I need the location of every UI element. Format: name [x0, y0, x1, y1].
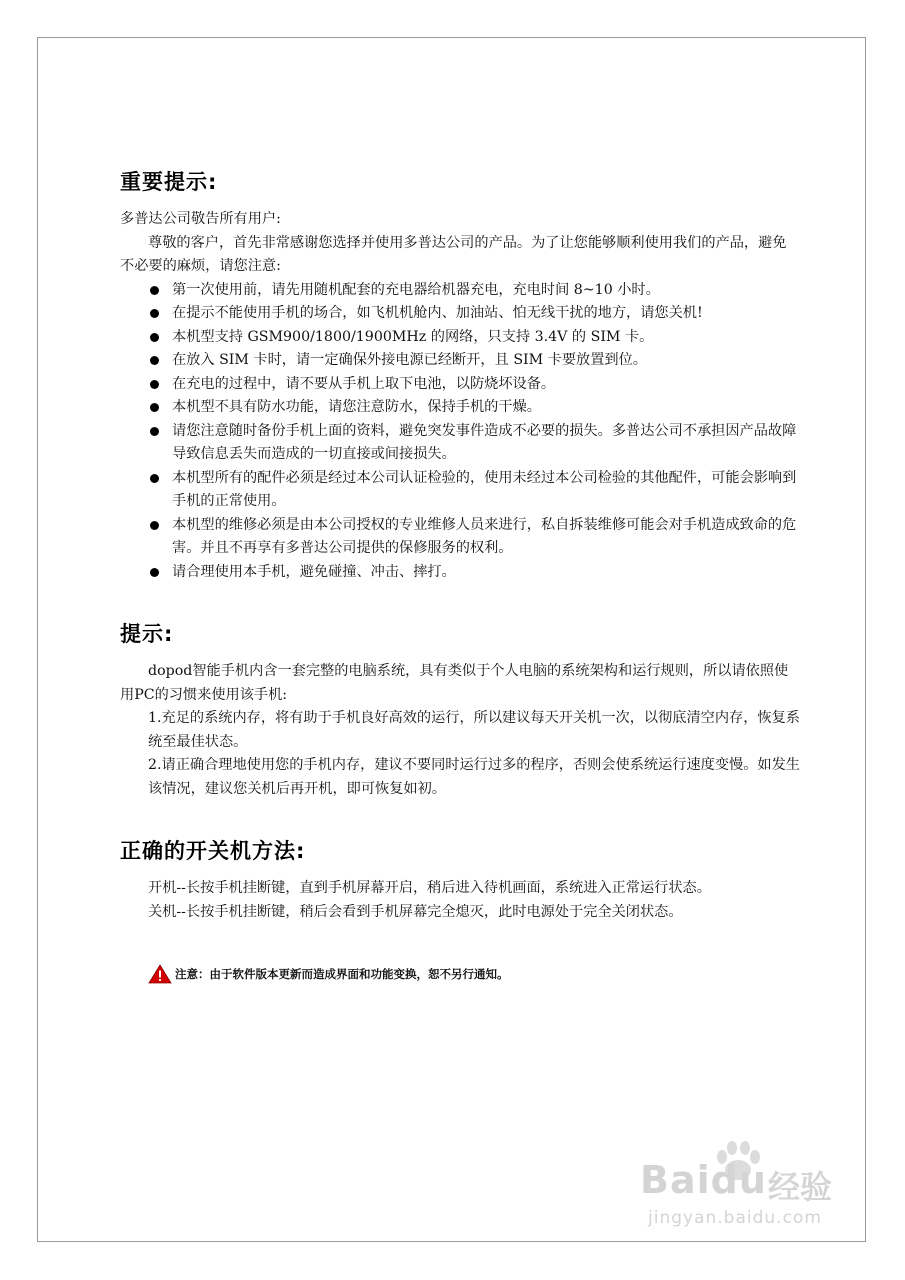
- power-on-instruction: 开机--长按手机挂断键，直到手机屏幕开启，稍后进入待机画面，系统进入正常运行状态。: [148, 880, 711, 896]
- bullet-icon: [150, 309, 159, 318]
- warning-triangle-icon: [148, 964, 172, 984]
- bullet-icon: [150, 333, 159, 342]
- bullet-icon: [150, 568, 159, 577]
- bullet-icon: [150, 521, 159, 530]
- tips-intro: dopod智能手机内含一套完整的电脑系统，具有类似于个人电脑的系统架构和运行规则，所以请依照使用PC的习惯来使用该手机:: [120, 663, 789, 703]
- section-power-title: 正确的开关机方法:: [120, 839, 306, 863]
- list-item: 请合理使用本手机，避免碰撞、冲击、摔打。: [120, 561, 800, 585]
- power-off-instruction: 关机--长按手机挂断键，稍后会看到手机屏幕完全熄灭，此时电源处于完全关闭状态。: [148, 903, 683, 920]
- list-item: 在充电的过程中，请不要从手机上取下电池，以防烧坏设备。: [120, 373, 800, 397]
- tips-numbered-list: [120, 707, 800, 801]
- important-bullet-list: [120, 279, 800, 585]
- list-item: 本机型支持 GSM900/1800/1900MHz 的网络，只支持 3.4V 的 SIM 卡。: [120, 326, 800, 350]
- list-item: 本机型的维修必须是由本公司授权的专业维修人员来进行，私自拆装维修可能会对手机造成致命的危害。并且不再享有多普达公司提供的保修服务的权利。: [120, 514, 800, 561]
- intro-paragraph: 尊敬的客户，首先非常感谢您选择并使用多普达公司的产品。为了让您能够顺利使用我们的产品，避免不必要的麻烦，请您注意:: [120, 234, 787, 274]
- power-instructions: [120, 877, 800, 924]
- list-item: 在提示不能使用手机的场合，如飞机机舱内、加油站、怕无线干扰的地方，请您关机!: [120, 302, 800, 326]
- bullet-icon: [150, 474, 159, 483]
- list-item: 1.充足的系统内存，将有助于手机良好高效的运行，所以建议每天开关机一次，以彻底清空内存，恢复系统至最佳状态。: [148, 710, 800, 750]
- salutation: 多普达公司敬告所有用户:: [120, 211, 281, 227]
- list-item: 请您注意随时备份手机上面的资料，避免突发事件造成不必要的损失。多普达公司不承担因产品故障导致信息丢失而造成的一切直接或间接损失。: [120, 420, 800, 467]
- bullet-icon: [150, 427, 159, 436]
- baidu-watermark: [640, 1140, 870, 1230]
- notice-text: 注意：由于软件版本更新而造成界面和功能变换，恕不另行通知。: [175, 967, 509, 981]
- bullet-icon: [150, 286, 159, 295]
- section-important-title: 重要提示:: [120, 170, 218, 194]
- document-body: [120, 166, 800, 924]
- notice-line: [148, 964, 509, 984]
- list-item: 在放入 SIM 卡时，请一定确保外接电源已经断开，且 SIM 卡要放置到位。: [120, 349, 800, 373]
- list-item: 第一次使用前，请先用随机配套的充电器给机器充电，充电时间 8~10 小时。: [120, 279, 800, 303]
- list-item: 2.请正确合理地使用您的手机内存，建议不要同时运行过多的程序，否则会使系统运行速度变慢。如发生该情况，建议您关机后再开机，即可恢复如初。: [148, 757, 800, 797]
- bullet-icon: [150, 356, 159, 365]
- list-item: 本机型不具有防水功能，请您注意防水，保持手机的干燥。: [120, 396, 800, 420]
- watermark-url: jingyan.baidu.com: [648, 1208, 822, 1228]
- section-tips-title: 提示:: [120, 622, 174, 646]
- bullet-icon: [150, 403, 159, 412]
- watermark-brand-sub: 经验: [768, 1168, 833, 1206]
- bullet-icon: [150, 380, 159, 389]
- watermark-brand: Baidu: [640, 1158, 767, 1202]
- list-item: 本机型所有的配件必须是经过本公司认证检验的，使用未经过本公司检验的其他配件，可能会影响到手机的正常使用。: [120, 467, 800, 514]
